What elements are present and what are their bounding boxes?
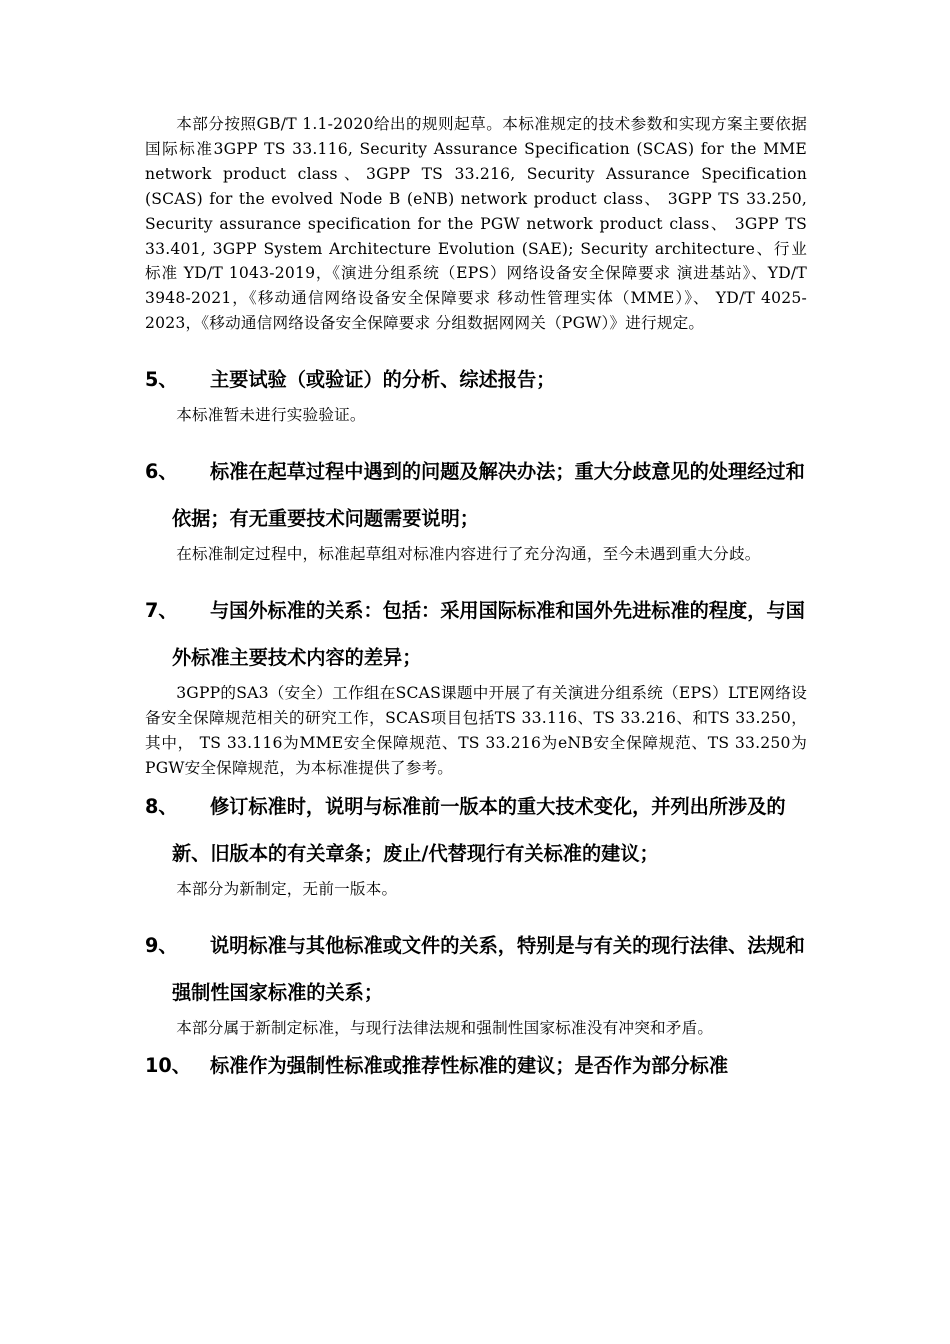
section-number: 7、 [145, 598, 178, 622]
section-number: 10、 [145, 1054, 191, 1078]
section-title: 主要试验（或验证）的分析、综述报告； [210, 368, 556, 392]
section-title: 与国外标准的关系：包括：采用国际标准和国外先进标准的程度，与国外标准主要技术内容的差异； [172, 598, 805, 669]
section-number: 9、 [145, 933, 178, 957]
section-title: 修订标准时，说明与标准前一版本的重大技术变化，并列出所涉及的新、旧版本的有关章条；废止/代替现行有关标准的建议； [172, 794, 786, 865]
section-heading-7 [145, 587, 807, 681]
section-number: 6、 [145, 460, 178, 484]
section-heading-6 [145, 448, 807, 542]
section-title: 标准作为强制性标准或推荐性标准的建议；是否作为部分标准 [210, 1054, 729, 1078]
section-number: 8、 [145, 794, 178, 818]
paragraph-relationship: 本部分属于新制定标准，与现行法律法规和强制性国家标准没有冲突和矛盾。 [176, 1018, 714, 1037]
paragraph-drafting-basis: 本部分按照GB/T 1.1-2020给出的规则起草。本标准规定的技术参数和实现方案主要依据国际标准3GPP TS 33.116, Security Assurance Specification (SCAS) for the MME network product class、3GPP TS 33.216, Security Assurance Specification (SCAS) for the evolved Node B (eNB) network product class、 3GPP TS 33.250, Security assurance specification for the PGW network product class、 3GPP TS 33.401, 3GPP System Architecture Evolution (SAE); Security architecture、行业标准 YD/T 1043-2019，《演进分组系统（EPS）网络设备安全保障要求 演进基站》、YD/T 3948-2021，《移动通信网络设备安全保障要求 移动性管理实体（MME）》、 YD/T 4025-2023，《移动通信网络设备安全保障要求 分组数据网网关（PGW）》进行规定。 [145, 115, 807, 333]
section-heading-5 [145, 356, 807, 403]
section-heading-9 [145, 922, 807, 1016]
paragraph-foreign-standards: 3GPP的SA3（安全）工作组在SCAS课题中开展了有关演进分组系统（EPS）LTE网络设备安全保障规范相关的研究工作，SCAS项目包括TS 33.116、TS 33.216、和TS 33.250，其中， TS 33.116为MME安全保障规范、TS 33.216为eNB安全保障规范、TS 33.250为PGW安全保障规范，为本标准提供了参考。 [145, 683, 807, 777]
section-title: 标准在起草过程中遇到的问题及解决办法；重大分歧意见的处理经过和依据；有无重要技术问题需要说明； [172, 460, 805, 531]
section-heading-10 [145, 1042, 807, 1089]
paragraph-issues-resolution: 在标准制定过程中，标准起草组对标准内容进行了充分沟通，至今未遇到重大分歧。 [176, 545, 761, 564]
section-number: 5、 [145, 368, 178, 392]
section-title: 说明标准与其他标准或文件的关系，特别是与有关的现行法律、法规和强制性国家标准的关系； [172, 933, 805, 1004]
document-body [145, 112, 807, 1089]
paragraph-test-verification: 本标准暂未进行实验验证。 [176, 406, 366, 425]
section-heading-8 [145, 783, 807, 877]
paragraph-revision: 本部分为新制定，无前一版本。 [176, 879, 398, 898]
